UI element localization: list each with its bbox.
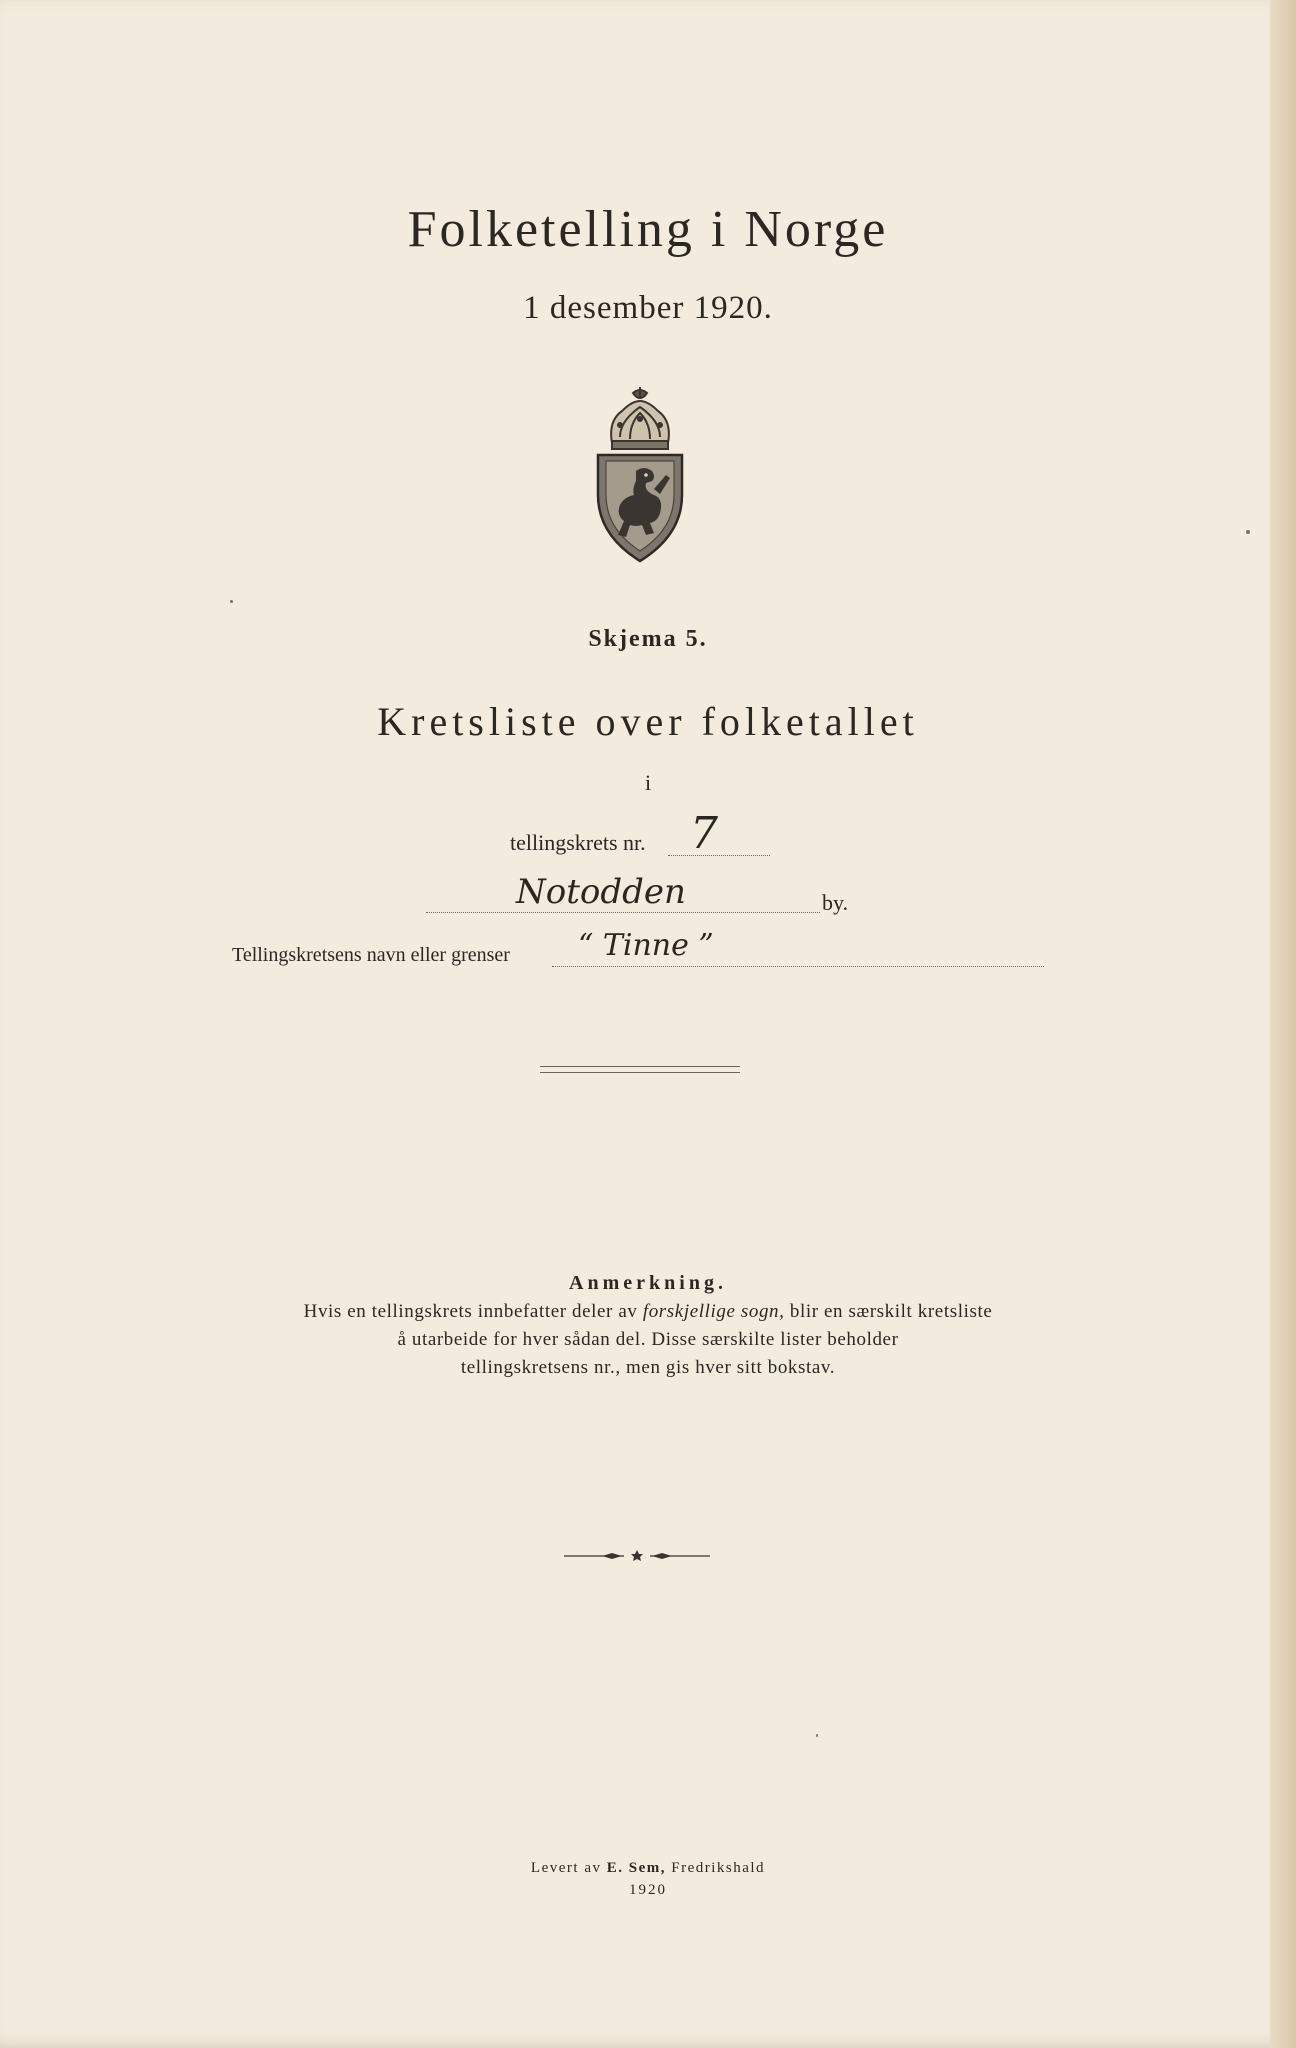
coat-of-arms-icon — [590, 385, 690, 565]
printer-credit — [0, 1860, 1296, 1877]
note-line-1-italic: forskjellige sogn, — [642, 1301, 785, 1322]
preposition: i — [644, 770, 652, 795]
paper-speck — [816, 1734, 818, 1737]
census-date: 1 desember 1920. — [523, 290, 773, 326]
ornament-divider-icon — [562, 1548, 712, 1564]
printer-prefix: Levert av — [530, 1860, 607, 1876]
district-name-label: Tellingskretsens navn eller grenser — [232, 944, 510, 966]
form-heading: Kretsliste over folketallet — [377, 699, 919, 744]
page-title: Folketelling i Norge — [407, 201, 889, 258]
district-number-value: 7 — [690, 808, 718, 859]
district-number-label: tellingskrets nr. — [510, 830, 646, 855]
note-line-1-end: blir en særskilt kretsliste — [784, 1301, 993, 1322]
note-title: Anmerkning. — [569, 1272, 727, 1294]
printer-place: Fredrikshald — [665, 1860, 766, 1876]
paper-speck — [230, 600, 233, 603]
district-name-underline — [552, 966, 1044, 967]
schema-number: Skjema 5. — [588, 626, 708, 652]
town-suffix: by. — [822, 890, 849, 915]
note-text — [250, 1298, 1046, 1382]
town-underline — [426, 912, 820, 913]
print-year: 1920 — [629, 1882, 667, 1898]
double-rule-divider — [540, 1066, 740, 1073]
district-number-underline — [668, 855, 770, 856]
note-line-3: tellingskretsens nr., men gis hver sitt bokstav. — [460, 1357, 836, 1378]
district-name-value: “ Tinne ” — [578, 928, 714, 963]
note-line-2: å utarbeide for hver sådan del. Disse særskilte lister beholder — [397, 1329, 899, 1350]
printer-name: E. Sem, — [606, 1860, 666, 1876]
town-value: Notodden — [516, 872, 686, 912]
paper-speck — [1246, 530, 1250, 534]
note-line-1 — [250, 1298, 1046, 1326]
note-line-1-start: Hvis en tellingskrets innbefatter deler av — [303, 1301, 643, 1322]
